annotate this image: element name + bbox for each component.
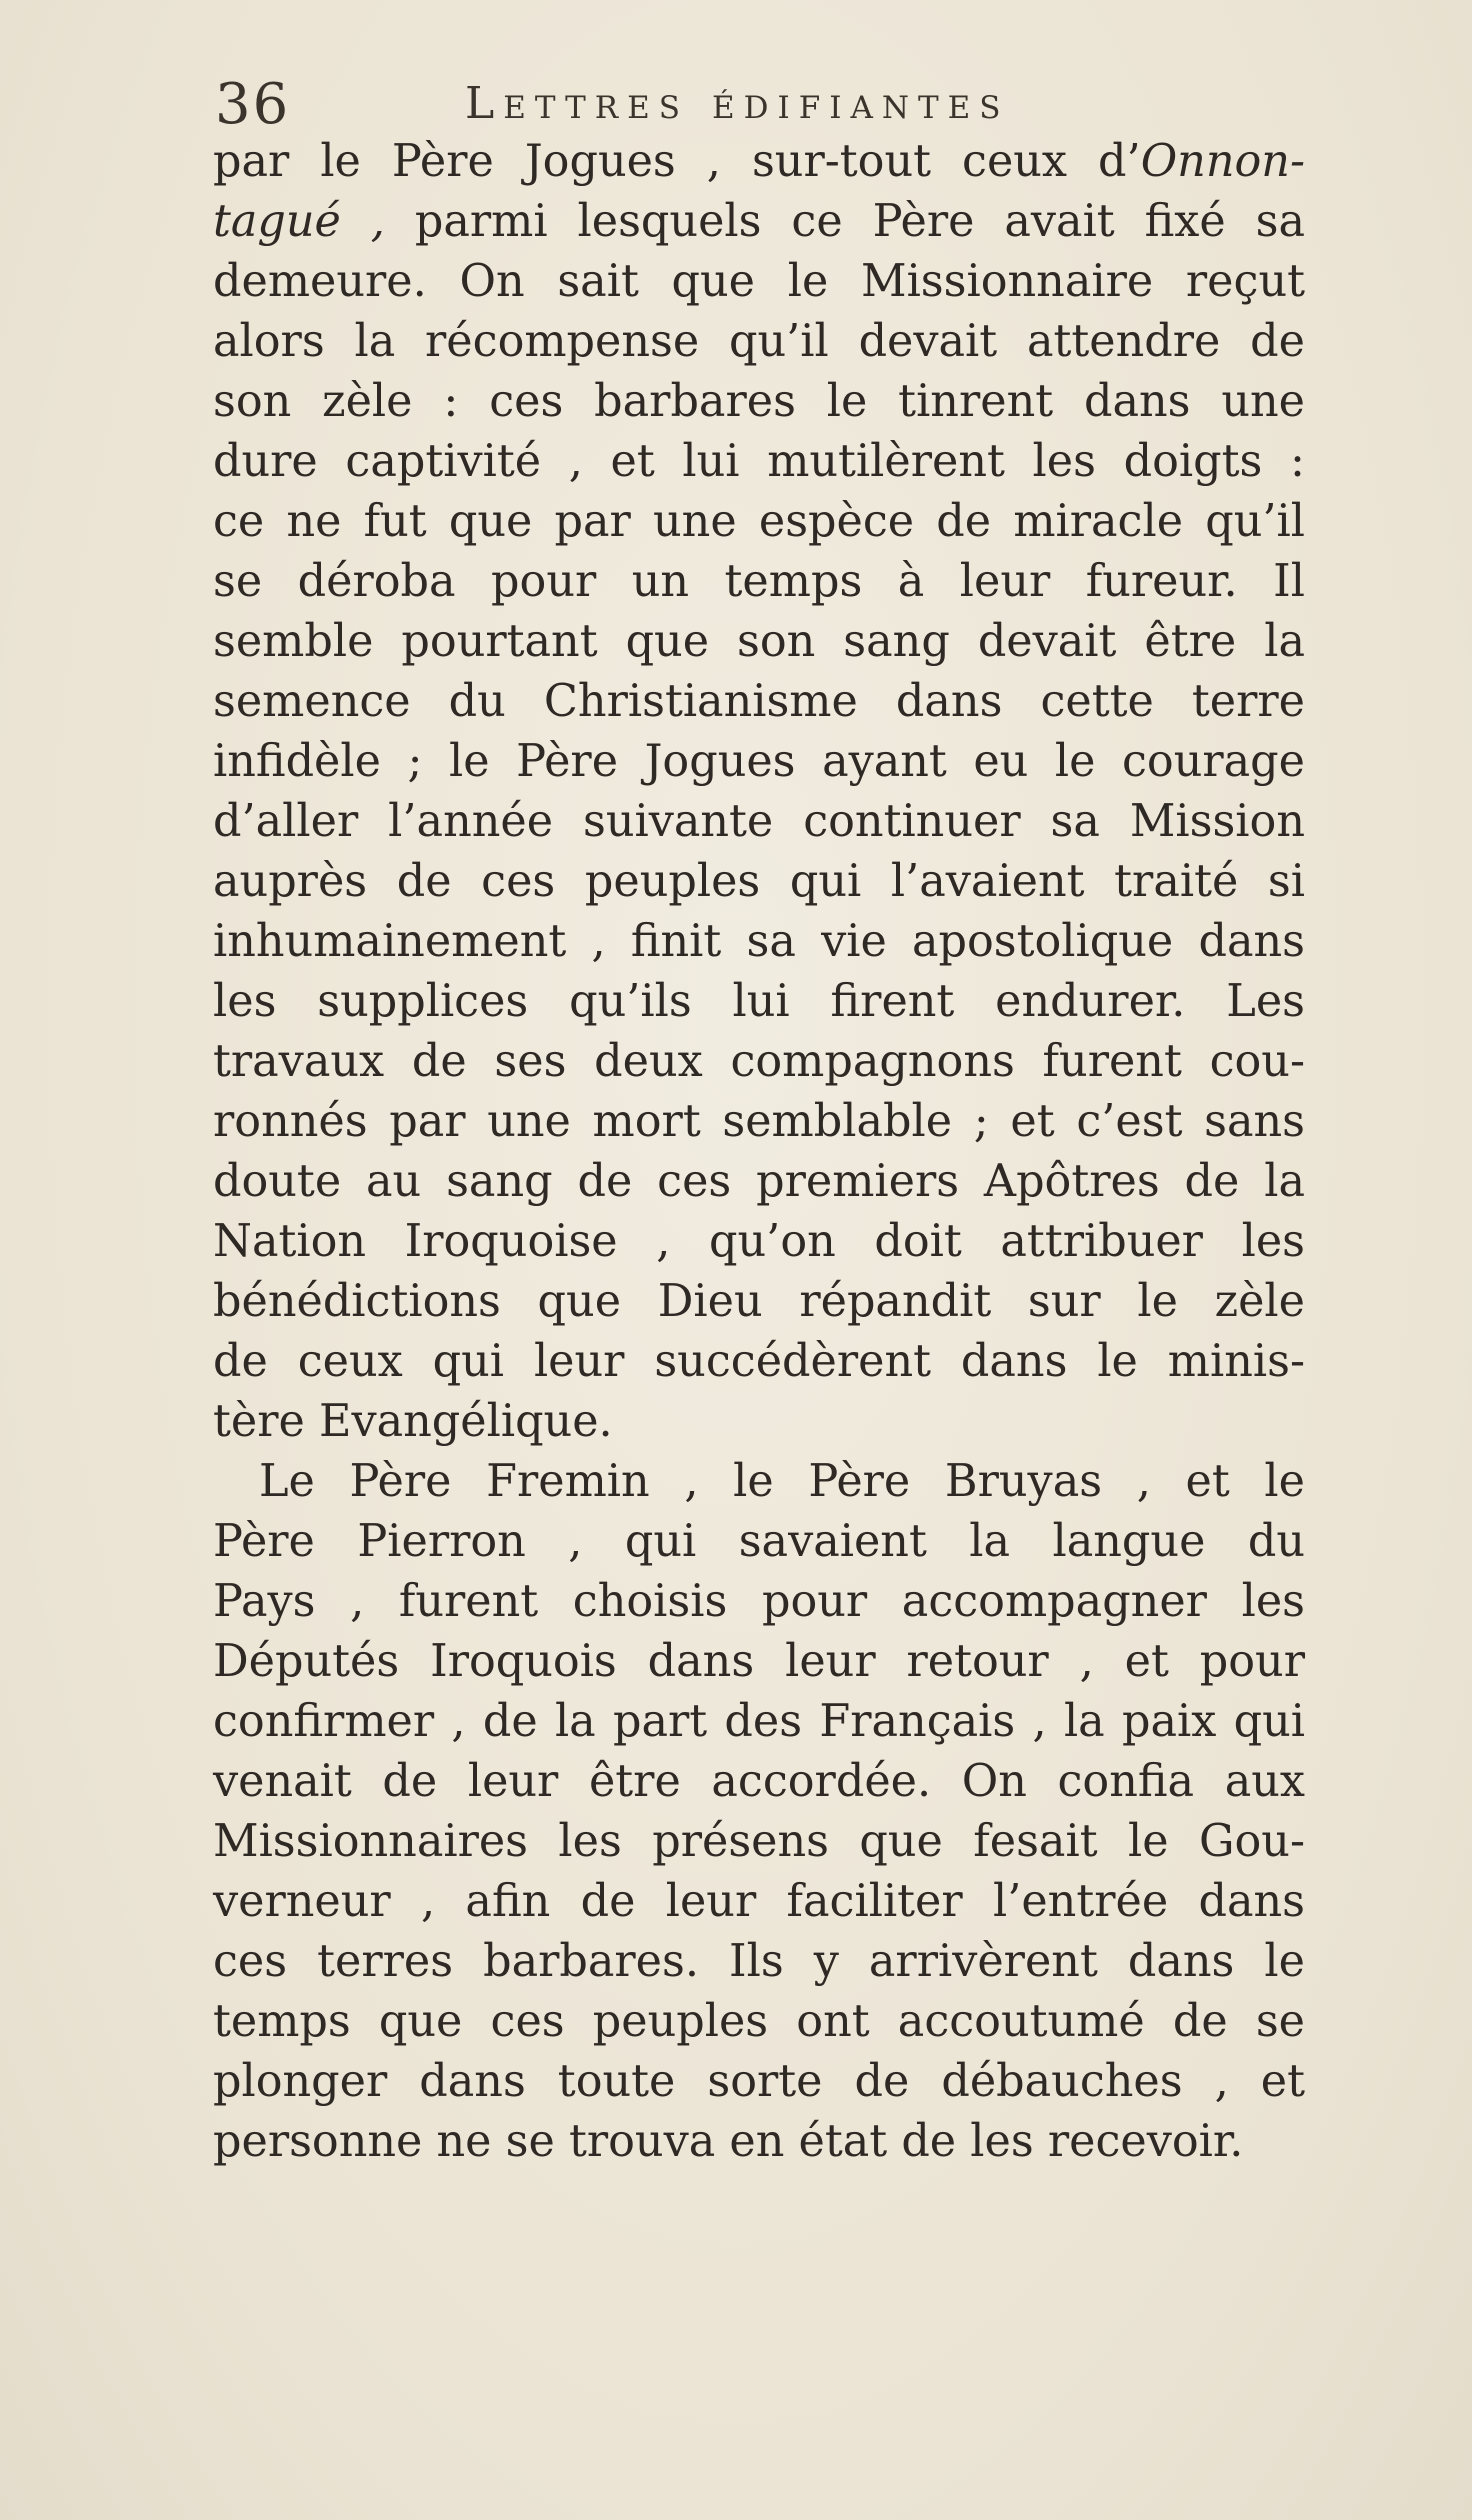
page-number: 36 bbox=[215, 72, 291, 137]
text-line bbox=[213, 1032, 1305, 1092]
text-line: personne ne se trouva en état de les recevoir. bbox=[213, 2116, 1244, 2167]
text-line bbox=[213, 1212, 1305, 1272]
text-line: venait de leur être accordée. On confia aux bbox=[213, 1756, 1305, 1807]
text-line bbox=[213, 1392, 1305, 1452]
text-line bbox=[213, 732, 1305, 792]
text-segment: auprès de ces peuples qui l’avaient traité si bbox=[213, 856, 1305, 907]
body-text bbox=[213, 132, 1305, 2172]
text-line: plonger dans toute sorte de débauches , et bbox=[213, 2056, 1305, 2107]
text-segment: ce ne fut que par une espèce de miracle qu’il bbox=[213, 496, 1305, 547]
text-line bbox=[213, 1272, 1305, 1332]
text-line: ces terres barbares. Ils y arrivèrent dans le bbox=[213, 1936, 1305, 1987]
text-segment: par le Père Jogues , sur-tout ceux d’ bbox=[213, 136, 1141, 187]
text-line bbox=[213, 792, 1305, 852]
text-line: Députés Iroquois dans leur retour , et pour bbox=[213, 1636, 1305, 1687]
text-segment: se déroba pour un temps à leur fureur. Il bbox=[213, 556, 1305, 607]
text-segment: tère Evangélique. bbox=[213, 1396, 613, 1447]
text-line: verneur , afin de leur faciliter l’entrée dans bbox=[213, 1876, 1305, 1927]
text-line bbox=[213, 912, 1305, 972]
text-line: temps que ces peuples ont accoutumé de se bbox=[213, 1996, 1305, 2047]
text-line bbox=[213, 132, 1305, 192]
text-line bbox=[213, 252, 1305, 312]
text-segment: ronnés par une mort semblable ; et c’est sans bbox=[213, 1096, 1305, 1147]
text-line bbox=[213, 852, 1305, 912]
text-line: Pays , furent choisis pour accompagner les bbox=[213, 1576, 1305, 1627]
text-line bbox=[213, 1092, 1305, 1152]
paragraph-1 bbox=[213, 132, 1305, 1452]
text-line bbox=[213, 612, 1305, 672]
text-line: Missionnaires les présens que fesait le Gou- bbox=[213, 1816, 1305, 1867]
text-segment: demeure. On sait que le Missionnaire reçut bbox=[213, 256, 1305, 307]
text-segment: travaux de ses deux compagnons furent cou- bbox=[213, 1036, 1305, 1087]
text-segment: bénédictions que Dieu répandit sur le zèle bbox=[213, 1276, 1305, 1327]
italic-segment: Onnon- bbox=[1140, 136, 1305, 187]
text-segment: inhumainement , finit sa vie apostolique dans bbox=[213, 916, 1305, 967]
text-line bbox=[213, 1332, 1305, 1392]
text-segment: son zèle : ces barbares le tinrent dans une bbox=[213, 376, 1305, 427]
text-line: confirmer , de la part des Français , la paix qui bbox=[213, 1696, 1305, 1747]
text-segment: dure captivité , et lui mutilèrent les doigts : bbox=[213, 436, 1305, 487]
text-line bbox=[213, 492, 1305, 552]
text-line: Père Pierron , qui savaient la langue du bbox=[213, 1516, 1305, 1567]
text-line bbox=[213, 432, 1305, 492]
text-line: Le Père Fremin , le Père Bruyas , et le bbox=[259, 1456, 1305, 1507]
text-segment: alors la récompense qu’il devait attendre de bbox=[213, 316, 1305, 367]
text-segment: parmi lesquels ce Père avait fixé sa bbox=[384, 196, 1305, 247]
text-line bbox=[213, 672, 1305, 732]
paragraph-2 bbox=[213, 1452, 1305, 2172]
text-line bbox=[213, 1152, 1305, 1212]
text-segment: semble pourtant que son sang devait être la bbox=[213, 616, 1305, 667]
text-line bbox=[213, 552, 1305, 612]
text-line bbox=[213, 372, 1305, 432]
text-segment: infidèle ; le Père Jogues ayant eu le courage bbox=[213, 736, 1305, 787]
text-segment: de ceux qui leur succédèrent dans le minis- bbox=[213, 1336, 1305, 1387]
text-segment: Nation Iroquoise , qu’on doit attribuer les bbox=[213, 1216, 1305, 1267]
text-line bbox=[213, 312, 1305, 372]
text-line bbox=[213, 192, 1305, 252]
text-line bbox=[213, 972, 1305, 1032]
italic-segment: tagué , bbox=[213, 196, 385, 247]
text-segment: les supplices qu’ils lui firent endurer. Les bbox=[213, 976, 1305, 1027]
text-segment: doute au sang de ces premiers Apôtres de la bbox=[213, 1156, 1305, 1207]
text-segment: d’aller l’année suivante continuer sa Mission bbox=[213, 796, 1305, 847]
running-title: Lettres édifiantes bbox=[465, 78, 1010, 129]
text-segment: semence du Christianisme dans cette terre bbox=[213, 676, 1305, 727]
